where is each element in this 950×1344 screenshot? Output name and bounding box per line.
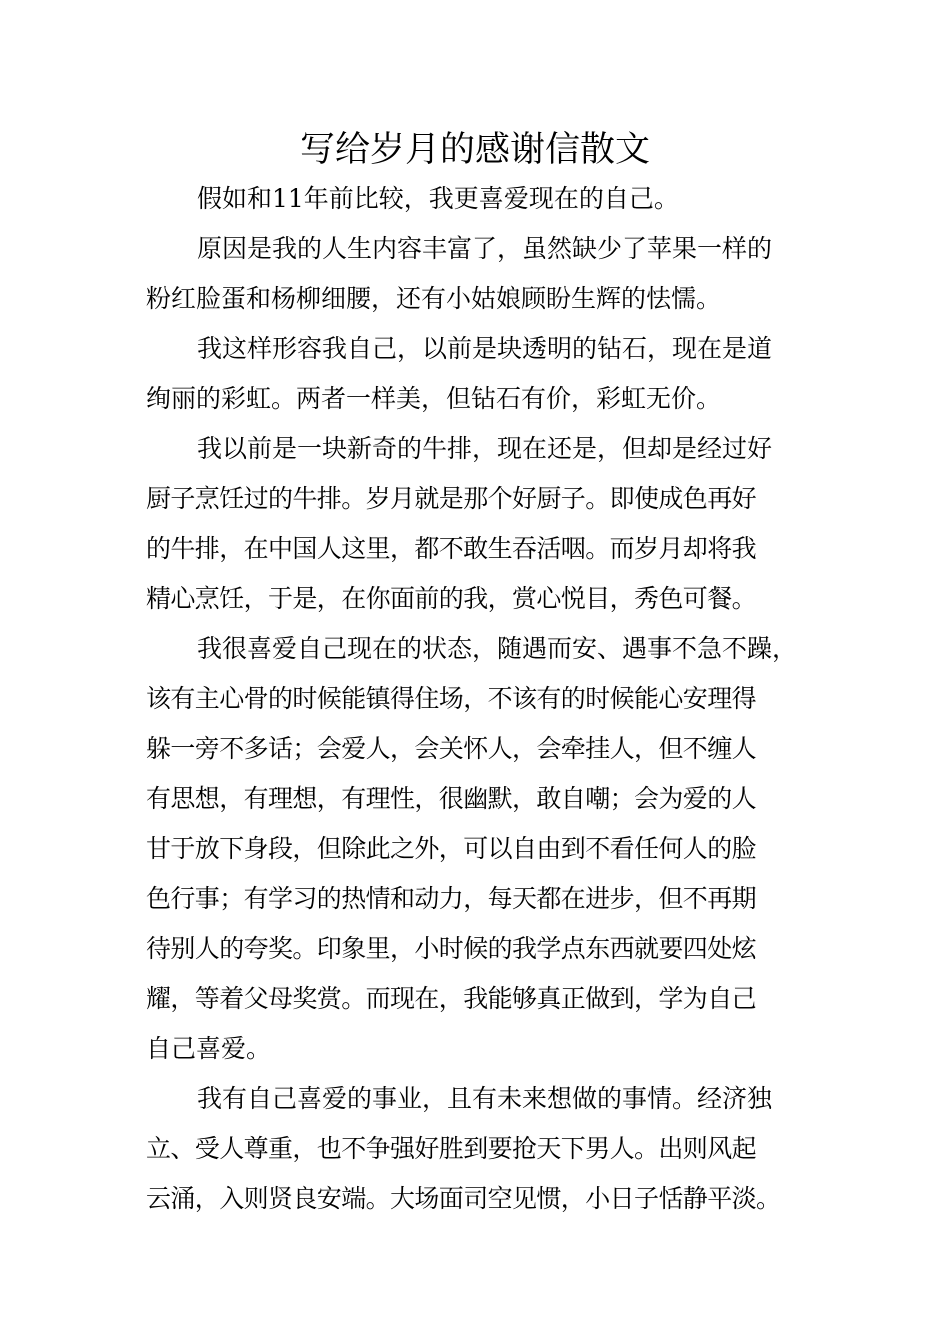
text-line: 立、受人尊重，也不争强好胜到要抢天下男人。出则风起 — [146, 1134, 757, 1163]
text-line: 绚丽的彩虹。两者一样美，但钻石有价，彩虹无价。 — [146, 384, 722, 413]
text-line: 躲一旁不多话；会爱人，会关怀人，会牵挂人，但不缠人 — [146, 734, 757, 763]
text-line: 色行事；有学习的热情和动力，每天都在进步，但不再期 — [146, 884, 757, 913]
text-line: 耀，等着父母奖赏。而现在，我能够真正做到，学为自己 — [146, 984, 757, 1013]
text-line: 甘于放下身段，但除此之外，可以自由到不看任何人的脸 — [146, 834, 757, 863]
text-line: 原因是我的人生内容丰富了，虽然缺少了苹果一样的 — [197, 234, 773, 263]
text-line: 我这样形容我自己，以前是块透明的钻石，现在是道 — [197, 334, 773, 363]
text-line: 的牛排，在中国人这里，都不敢生吞活咽。而岁月却将我 — [146, 534, 757, 563]
text-line: 云涌，入则贤良安端。大场面司空见惯，小日子恬静平淡。 — [146, 1184, 781, 1213]
text-line: 有思想，有理想，有理性，很幽默，敢自嘲；会为爱的人 — [146, 784, 757, 813]
text-line: 厨子烹饪过的牛排。岁月就是那个好厨子。即使成色再好 — [146, 484, 757, 513]
text-line: 该有主心骨的时候能镇得住场，不该有的时候能心安理得 — [146, 684, 757, 713]
text-line: 精心烹饪，于是，在你面前的我，赏心悦目，秀色可餐。 — [146, 584, 757, 613]
text-line: 自己喜爱。 — [146, 1034, 272, 1063]
text-line: 我有自己喜爱的事业，且有未来想做的事情。经济独 — [197, 1084, 773, 1113]
text-line: 我很喜爱自己现在的状态，随遇而安、遇事不急不躁， — [197, 634, 798, 663]
text-line: 我以前是一块新奇的牛排，现在还是，但却是经过好 — [197, 434, 773, 463]
document-title: 写给岁月的感谢信散文 — [299, 130, 650, 170]
text-line: 待别人的夸奖。印象里，小时候的我学点东西就要四处炫 — [146, 934, 757, 963]
text-line: 粉红脸蛋和杨柳细腰，还有小姑娘顾盼生辉的怯懦。 — [146, 284, 722, 313]
text-line: 假如和11年前比较，我更喜爱现在的自己。 — [197, 184, 679, 213]
